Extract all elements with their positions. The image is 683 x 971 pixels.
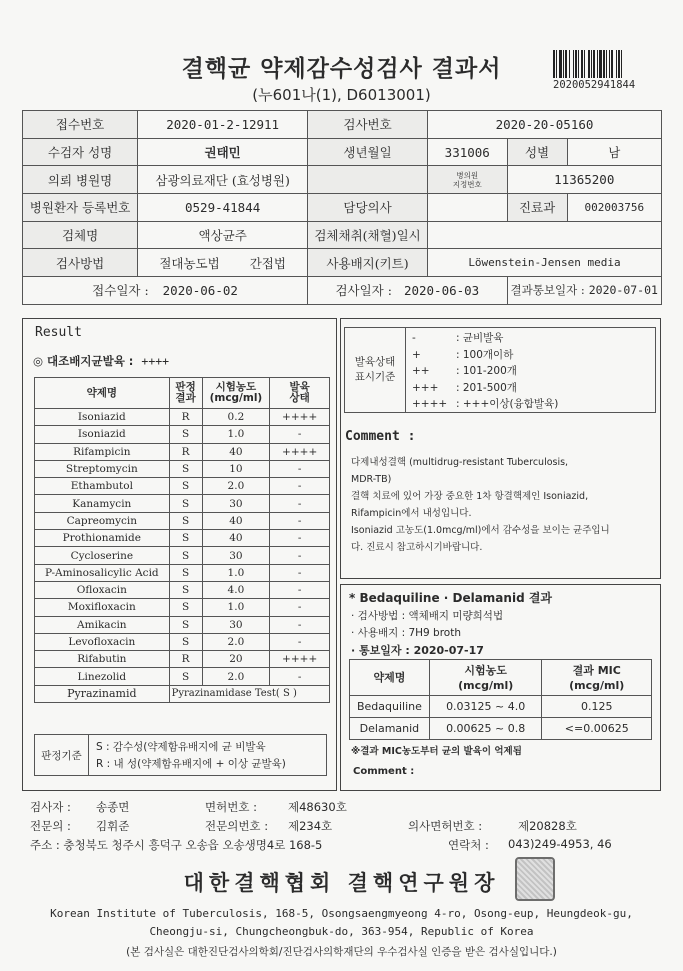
growth-meaning: : +++이상(융합발육) — [456, 398, 559, 410]
report-title: 결핵균 약제감수성검사 결과서 — [181, 56, 502, 82]
hospital-id-cell — [308, 166, 428, 194]
comment-body — [351, 454, 653, 556]
table-row — [35, 495, 330, 512]
test-date-cell — [308, 277, 507, 305]
table-header-row — [350, 660, 652, 696]
result-title: Result — [35, 325, 82, 340]
collection-date-value — [427, 221, 661, 249]
table-row — [35, 633, 330, 650]
medium-value: Löwenstein-Jensen media — [427, 249, 661, 277]
table-row — [23, 194, 662, 222]
table-row — [35, 512, 330, 529]
legend-r: R : 내 성(약제함유배지에 + 이상 균발육) — [96, 758, 286, 770]
mic-note: ※결과 MIC농도부터 균의 발육이 억제됨 — [351, 746, 522, 757]
mic-conc: 0.00625 ~ 0.8 — [429, 718, 542, 740]
phone-value: 043)249-4953, 46 — [508, 837, 612, 851]
test-concentration: 1.0 — [202, 426, 270, 443]
barcode-number: 2020052941844 — [553, 79, 636, 91]
growth-status: ++++ — [270, 443, 330, 460]
table-row — [35, 564, 330, 581]
growth-standard-label — [344, 327, 406, 413]
test-concentration: 2.0 — [202, 668, 270, 685]
table-row — [35, 443, 330, 460]
table-row — [23, 249, 662, 277]
susceptibility-table — [34, 377, 330, 703]
legend-s: S : 감수성(약제함유배지에 균 비발육 — [96, 741, 266, 753]
report-date-value: 2020-07-01 — [588, 283, 658, 298]
report-code: (누601나(1), D6013001) — [252, 86, 431, 104]
comment-line: 다. 진료시 참고하시기바랍니다. — [351, 542, 483, 553]
judgement-legend — [34, 734, 327, 776]
test-date-value: 2020-06-03 — [403, 283, 480, 299]
drug-name: Moxifloxacin — [35, 599, 170, 616]
judgement: S — [169, 530, 202, 547]
receipt-no-value: 2020-01-2-12911 — [138, 111, 308, 139]
growth-meaning: : 101-200개 — [456, 365, 517, 377]
institution-name: 대한결핵협회 결핵연구원장 — [183, 871, 500, 895]
method-value-b: 간접법 — [249, 255, 286, 271]
comment-line: Rifampicin에서 내성입니다. — [351, 508, 472, 519]
license-label: 면허번호 : — [205, 800, 257, 814]
judgement: S — [169, 512, 202, 529]
control-growth-value: ++++ — [141, 354, 170, 368]
license-value: 제48630호 — [288, 800, 347, 814]
table-row — [23, 166, 662, 194]
table-row — [35, 685, 330, 702]
growth-meaning: : 100개이하 — [456, 348, 514, 361]
hospital-label: 의뢰 병원명 — [23, 166, 138, 194]
judgement: S — [169, 599, 202, 616]
col-conc — [202, 378, 270, 409]
judgement: S — [169, 478, 202, 495]
specimen-value: 액상균주 — [138, 221, 308, 249]
growth-meaning: : 201-500개 — [456, 381, 517, 394]
growth-status: - — [270, 616, 330, 633]
col-drug: 약제명 — [35, 378, 170, 409]
sex-label: 성별 — [507, 138, 567, 166]
col-judge-2: 결과 — [175, 392, 196, 404]
test-concentration: 30 — [202, 547, 270, 564]
hospital-id-label — [427, 166, 507, 194]
hospital-value: 삼광의료재단 (효성병원) — [138, 166, 308, 194]
certification-note: (본 검사실은 대한진단검사의학회/진단검사의학재단의 우수검사실 인증을 받은 검사실입니다.) — [126, 946, 557, 958]
test-concentration: 10 — [202, 460, 270, 477]
col-judge-1: 판정 — [175, 381, 196, 393]
growth-symbol: + — [412, 348, 421, 361]
drug-name: Ofloxacin — [35, 581, 170, 598]
growth-standard-row — [412, 330, 503, 347]
table-row — [35, 651, 330, 668]
growth-standard-row — [412, 380, 517, 397]
judgement: S — [169, 426, 202, 443]
drug-name: Levofloxacin — [35, 633, 170, 650]
growth-status: - — [270, 530, 330, 547]
test-concentration: 40 — [202, 512, 270, 529]
judgement: S — [169, 633, 202, 650]
table-row — [35, 547, 330, 564]
drug-name: Capreomycin — [35, 512, 170, 529]
growth-status: - — [270, 426, 330, 443]
judgement: S — [169, 547, 202, 564]
table-row — [35, 668, 330, 685]
mic-col-result — [542, 660, 652, 696]
doctor-value — [427, 194, 507, 222]
drug-name: P-Aminosalicylic Acid — [35, 564, 170, 581]
mic-result: <=0.00625 — [542, 718, 652, 740]
judgement: S — [169, 460, 202, 477]
doctor-license-value: 제20828호 — [518, 819, 577, 833]
table-row — [35, 409, 330, 426]
col-growth-2: 상태 — [289, 392, 310, 404]
method-value — [138, 249, 308, 277]
growth-status: ++++ — [270, 409, 330, 426]
mic-col-conc — [429, 660, 542, 696]
test-no-label: 검사번호 — [308, 111, 428, 139]
drug-name: Ethambutol — [35, 478, 170, 495]
report-date-label: 결과통보일자 : — [510, 283, 585, 298]
mic-col-result-1: 결과 MIC — [572, 663, 621, 677]
growth-symbol: ++ — [412, 365, 430, 377]
hospital-id-label-1: 병의원 — [456, 170, 479, 180]
collection-date-label: 검체채취(채혈)일시 — [308, 221, 428, 249]
drug-name: Amikacin — [35, 616, 170, 633]
pzn-value: Pyrazinamidase Test( S ) — [169, 685, 329, 702]
birthdate-value: 331006 — [427, 138, 507, 166]
judgement: S — [169, 564, 202, 581]
test-concentration: 1.0 — [202, 599, 270, 616]
growth-standard — [341, 327, 658, 413]
specialist-value: 김휘준 — [96, 819, 130, 833]
bdq-title: * Bedaquiline · Delamanid 결과 — [349, 591, 553, 605]
hospital-id-label-2: 지정번호 — [452, 179, 482, 189]
judgement: R — [169, 443, 202, 460]
judgement: S — [169, 616, 202, 633]
judgement: R — [169, 409, 202, 426]
col-conc-1: 시험농도 — [215, 381, 257, 393]
test-date-label: 검사일자 : — [335, 283, 392, 299]
mic-drug: Bedaquiline — [350, 696, 430, 718]
drug-name: Linezolid — [35, 668, 170, 685]
comment-line: 결핵 치료에 있어 가장 중요한 1차 항결핵제인 Isoniazid, — [351, 491, 589, 502]
specialist-no-label: 전문의번호 : — [205, 819, 269, 833]
growth-standard-label-1: 발육상태 — [354, 356, 396, 368]
bedaquiline-delamanid-panel — [340, 584, 661, 791]
table-row — [23, 138, 662, 166]
institution-address-en-2: Cheongju-si, Chungcheongbuk-do, 363-954, Republic of Korea — [149, 925, 534, 938]
barcode-icon — [553, 50, 651, 78]
mic-col-conc-2: (mcg/ml) — [458, 678, 514, 692]
method-value-a: 절대농도법 — [159, 255, 220, 271]
table-row — [350, 696, 652, 718]
test-concentration: 0.2 — [202, 409, 270, 426]
test-concentration: 30 — [202, 495, 270, 512]
mic-drug: Delamanid — [350, 718, 430, 740]
test-concentration: 4.0 — [202, 581, 270, 598]
test-concentration: 2.0 — [202, 633, 270, 650]
table-row — [35, 599, 330, 616]
bdq-method: · 검사방법 : 액체배지 미량희석법 — [351, 610, 504, 622]
sex-value: 남 — [567, 138, 661, 166]
test-no-value: 2020-20-05160 — [427, 111, 661, 139]
growth-meaning: : 균비발육 — [456, 332, 504, 344]
col-judge — [169, 378, 202, 409]
mic-conc: 0.03125 ~ 4.0 — [429, 696, 542, 718]
test-concentration: 20 — [202, 651, 270, 668]
tester-value: 송종면 — [96, 800, 130, 814]
growth-status: - — [270, 495, 330, 512]
control-growth — [33, 353, 169, 369]
test-concentration: 30 — [202, 616, 270, 633]
test-concentration: 1.0 — [202, 564, 270, 581]
specialist-no-value: 제234호 — [288, 819, 333, 833]
patient-name-label: 수검자 성명 — [23, 138, 138, 166]
report-date-cell — [507, 277, 661, 305]
patient-name-value: 권태민 — [138, 138, 308, 166]
growth-standard-row — [412, 347, 513, 364]
result-panel — [22, 318, 337, 791]
judgement: R — [169, 651, 202, 668]
drug-name: Streptomycin — [35, 460, 170, 477]
bdq-comment: Comment : — [353, 766, 415, 777]
mic-table — [349, 659, 652, 740]
receipt-no-label: 접수번호 — [23, 111, 138, 139]
institution-address-en-1: Korean Institute of Tuberculosis, 168-5, Osongsaengmyeong 4-ro, Osong-eup, Heungdeok-gu, — [50, 907, 633, 920]
medium-label: 사용배지(키트) — [308, 249, 428, 277]
department-value: 002003756 — [567, 194, 661, 222]
table-header-row — [35, 378, 330, 409]
birthdate-label: 생년월일 — [308, 138, 428, 166]
drug-name: Rifabutin — [35, 651, 170, 668]
receipt-date-label: 접수일자 : — [92, 283, 149, 299]
drug-name: Kanamycin — [35, 495, 170, 512]
tester-label: 검사자 : — [30, 800, 71, 814]
table-row — [35, 460, 330, 477]
doctor-label: 담당의사 — [308, 194, 428, 222]
comment-line: MDR-TB) — [351, 474, 392, 485]
patient-reg-label: 병원환자 등록번호 — [23, 194, 138, 222]
table-row — [23, 277, 662, 305]
specialist-label: 전문의 : — [30, 819, 71, 833]
col-growth — [270, 378, 330, 409]
specimen-label: 검체명 — [23, 221, 138, 249]
table-row — [35, 616, 330, 633]
table-row — [23, 111, 662, 139]
growth-status: - — [270, 512, 330, 529]
growth-status: - — [270, 668, 330, 685]
test-concentration: 40 — [202, 530, 270, 547]
judgement: S — [169, 495, 202, 512]
mic-col-result-2: (mcg/ml) — [569, 678, 625, 692]
hospital-id-value: 11365200 — [507, 166, 661, 194]
growth-status: - — [270, 599, 330, 616]
bdq-medium: · 사용배지 : 7H9 broth — [351, 627, 462, 639]
mic-result: 0.125 — [542, 696, 652, 718]
test-concentration: 2.0 — [202, 478, 270, 495]
judgement: S — [169, 668, 202, 685]
table-row — [35, 530, 330, 547]
growth-status: - — [270, 633, 330, 650]
growth-status: ++++ — [270, 651, 330, 668]
patient-info-table — [22, 110, 662, 305]
col-growth-1: 발육 — [289, 381, 310, 393]
growth-status: - — [270, 460, 330, 477]
legend-key: 판정기준 — [35, 735, 89, 775]
growth-status: - — [270, 547, 330, 564]
receipt-date-cell — [23, 277, 308, 305]
comment-line: Isoniazid 고농도(1.0mcg/ml)에서 감수성을 보이는 균주입니 — [351, 525, 610, 536]
department-label: 진료과 — [507, 194, 567, 222]
growth-standard-row — [412, 396, 558, 413]
test-concentration: 40 — [202, 443, 270, 460]
drug-name: Rifampicin — [35, 443, 170, 460]
receipt-date-value: 2020-06-02 — [162, 283, 238, 299]
address: 주소 : 충청북도 청주시 흥덕구 오송읍 오송생명4로 168-5 — [30, 838, 323, 852]
growth-status: - — [270, 564, 330, 581]
comment-line: 다제내성결핵 (multidrug-resistant Tuberculosis, — [351, 457, 569, 468]
growth-status: - — [270, 581, 330, 598]
table-row — [23, 221, 662, 249]
growth-status: - — [270, 478, 330, 495]
control-growth-label: ◎ 대조배지균발육 : — [33, 354, 134, 368]
growth-standard-panel — [340, 318, 661, 579]
drug-name: Prothionamide — [35, 530, 170, 547]
table-row — [35, 478, 330, 495]
pzn-drug: Pyrazinamid — [35, 685, 170, 702]
drug-name: Isoniazid — [35, 409, 170, 426]
growth-standard-row — [412, 363, 517, 380]
comment-heading: Comment : — [345, 429, 416, 444]
bdq-report-date: · 통보일자 : 2020-07-17 — [351, 644, 484, 657]
table-row — [35, 426, 330, 443]
growth-symbol: ++++ — [412, 398, 448, 410]
mic-col-drug: 약제명 — [350, 660, 430, 696]
growth-symbol: +++ — [412, 381, 439, 394]
table-row — [35, 581, 330, 598]
mic-col-conc-1: 시험농도 — [464, 663, 507, 677]
method-label: 검사방법 — [23, 249, 138, 277]
judgement: S — [169, 581, 202, 598]
doctor-license-label: 의사면허번호 : — [408, 819, 483, 833]
growth-standard-label-2: 표시기준 — [354, 371, 396, 383]
growth-symbol: - — [412, 332, 416, 344]
col-conc-2: (mcg/ml) — [209, 392, 263, 404]
drug-name: Isoniazid — [35, 426, 170, 443]
drug-name: Cycloserine — [35, 547, 170, 564]
table-row — [350, 718, 652, 740]
phone-label: 연락처 : — [448, 838, 489, 852]
growth-standard-values — [405, 327, 656, 413]
patient-reg-value: 0529-41844 — [138, 194, 308, 222]
